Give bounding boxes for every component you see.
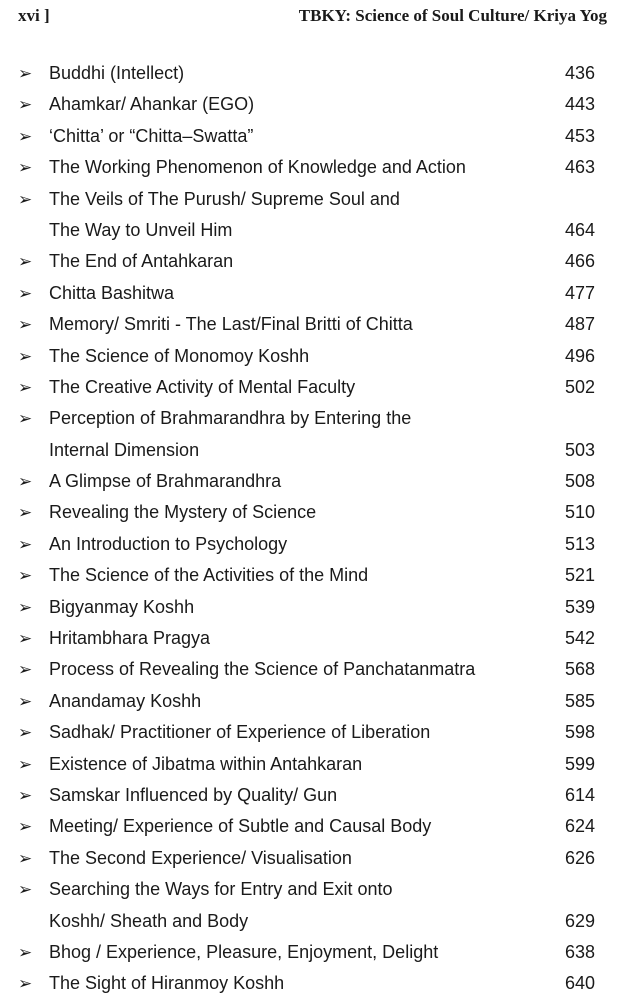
toc-entry-title: Existence of Jibatma within Antahkaran xyxy=(49,753,363,774)
toc-entry-title: An Introduction to Psychology xyxy=(49,533,288,554)
toc-entry-title: Chitta Bashitwa xyxy=(49,282,175,303)
toc-entry-title: Buddhi (Intellect) xyxy=(49,63,185,83)
toc-entry-title: The Second Experience/ Visualisation xyxy=(49,847,352,868)
bullet-arrow-icon: ➢ xyxy=(18,346,33,366)
toc-entry-line xyxy=(0,654,633,685)
toc-entry-line xyxy=(0,121,633,152)
bullet-arrow-icon: ➢ xyxy=(18,534,33,554)
toc-entry-page: 599 xyxy=(564,753,595,774)
bullet-arrow-icon: ➢ xyxy=(18,158,33,178)
toc-entry-title: The Sight of Hiranmoy Koshh xyxy=(49,973,285,994)
toc-entry xyxy=(0,58,633,89)
toc-entry xyxy=(0,811,633,842)
toc-entry xyxy=(0,497,633,528)
toc-entry-title: Hritambhara Pragya xyxy=(49,628,211,649)
toc-entry-line xyxy=(0,749,633,780)
toc-entry-title: The Science of the Activities of the Mind xyxy=(49,565,369,586)
toc-entry xyxy=(0,152,633,183)
bullet-arrow-icon: ➢ xyxy=(18,754,33,774)
toc-entry-line xyxy=(0,780,633,811)
toc-entry-line xyxy=(0,89,633,120)
toc-entry-page: 443 xyxy=(564,94,595,115)
toc-entry xyxy=(0,403,633,466)
toc-entry-line xyxy=(0,592,633,623)
bullet-arrow-icon: ➢ xyxy=(18,95,33,115)
toc-entry-line xyxy=(0,560,633,591)
toc-entry-line xyxy=(0,529,633,560)
toc-entry-title: Bigyanmay Koshh xyxy=(49,596,195,617)
toc-entry-line xyxy=(0,278,633,309)
toc-entry-page: 638 xyxy=(564,941,595,962)
toc-entry xyxy=(0,121,633,152)
toc-entry-page: 624 xyxy=(564,816,595,837)
toc-entry-line xyxy=(0,372,633,403)
toc-entry xyxy=(0,592,633,623)
toc-entry xyxy=(0,89,633,120)
toc-entry-line xyxy=(0,58,633,89)
toc-entry xyxy=(0,780,633,811)
toc-entry xyxy=(0,623,633,654)
toc-entry-page: 542 xyxy=(564,628,595,649)
bullet-arrow-icon: ➢ xyxy=(18,377,33,397)
toc-entry-page: 614 xyxy=(564,784,595,805)
toc-entry xyxy=(0,937,633,968)
toc-entry-page: 510 xyxy=(564,502,595,523)
toc-entry-title: The End of Antahkaran xyxy=(49,251,234,272)
toc-entry xyxy=(0,372,633,403)
toc-entry-page: 487 xyxy=(564,314,595,335)
toc-entry-page: 477 xyxy=(564,282,595,303)
toc-entry-page: 640 xyxy=(564,973,595,994)
toc-entry xyxy=(0,686,633,717)
bullet-arrow-icon: ➢ xyxy=(18,472,33,492)
toc-entry-line xyxy=(0,341,633,372)
toc-entry-line xyxy=(0,403,633,434)
toc-entry xyxy=(0,560,633,591)
toc-entry-line xyxy=(0,811,633,842)
table-of-contents xyxy=(0,58,633,1000)
toc-entry-title: Process of Revealing the Science of Panchatanmatra xyxy=(49,659,476,680)
toc-entry-page: 463 xyxy=(564,157,595,178)
bullet-arrow-icon: ➢ xyxy=(18,409,33,429)
toc-entry-page: 513 xyxy=(564,533,595,554)
toc-entry-page: 503 xyxy=(564,439,595,460)
page-number-label: xvi ] xyxy=(18,6,50,25)
toc-entry xyxy=(0,246,633,277)
bullet-arrow-icon: ➢ xyxy=(18,629,33,649)
toc-entry-title: The Way to Unveil Him xyxy=(49,219,233,240)
toc-entry-line xyxy=(0,937,633,968)
toc-entry xyxy=(0,874,633,937)
toc-entry-line xyxy=(0,215,633,246)
bullet-arrow-icon: ➢ xyxy=(18,64,33,83)
toc-entry xyxy=(0,309,633,340)
toc-entry xyxy=(0,529,633,560)
toc-entry-title: Revealing the Mystery of Science xyxy=(49,502,317,523)
toc-entry-line xyxy=(0,466,633,497)
toc-entry-page: 521 xyxy=(564,565,595,586)
toc-entry-line xyxy=(0,686,633,717)
page-header xyxy=(18,6,607,32)
bullet-arrow-icon: ➢ xyxy=(18,942,33,962)
toc-entry-title: Sadhak/ Practitioner of Experience of Liberation xyxy=(49,722,431,743)
bullet-arrow-icon: ➢ xyxy=(18,252,33,272)
toc-entry-title: Bhog / Experience, Pleasure, Enjoyment, Delight xyxy=(49,941,439,962)
toc-entry-title: The Veils of The Purush/ Supreme Soul and xyxy=(49,188,400,209)
toc-entry-line xyxy=(0,435,633,466)
toc-entry xyxy=(0,466,633,497)
toc-entry-line xyxy=(0,497,633,528)
bullet-arrow-icon: ➢ xyxy=(18,691,33,711)
toc-entry-title: Memory/ Smriti - The Last/Final Britti of Chitta xyxy=(49,314,413,335)
toc-entry-title: Meeting/ Experience of Subtle and Causal Body xyxy=(49,816,432,837)
toc-entry-title: Ahamkar/ Ahankar (EGO) xyxy=(49,94,255,115)
toc-entry-line xyxy=(0,968,633,999)
toc-entry xyxy=(0,654,633,685)
toc-entry xyxy=(0,749,633,780)
toc-entry xyxy=(0,968,633,999)
toc-entry xyxy=(0,278,633,309)
running-title: TBKY: Science of Soul Culture/ Kriya Yog xyxy=(298,6,607,25)
toc-entry xyxy=(0,341,633,372)
toc-entry-title: The Working Phenomenon of Knowledge and Action xyxy=(49,157,466,178)
toc-entry-page: 598 xyxy=(564,722,595,743)
toc-entry-line xyxy=(0,152,633,183)
toc-entry-line xyxy=(0,843,633,874)
toc-entry-title: Searching the Ways for Entry and Exit onto xyxy=(49,879,393,900)
bullet-arrow-icon: ➢ xyxy=(18,723,33,743)
bullet-arrow-icon: ➢ xyxy=(18,817,33,837)
bullet-arrow-icon: ➢ xyxy=(18,597,33,617)
bullet-arrow-icon: ➢ xyxy=(18,880,33,900)
toc-entry-page: 568 xyxy=(564,659,595,680)
toc-entry xyxy=(0,184,633,247)
toc-entry xyxy=(0,843,633,874)
bullet-arrow-icon: ➢ xyxy=(18,283,33,303)
bullet-arrow-icon: ➢ xyxy=(18,126,33,146)
toc-entry-page: 436 xyxy=(564,63,595,83)
toc-entry-page: 508 xyxy=(564,471,595,492)
toc-entry-page: 626 xyxy=(564,847,595,868)
toc-entry-page: 466 xyxy=(564,251,595,272)
bullet-arrow-icon: ➢ xyxy=(18,848,33,868)
toc-entry-line xyxy=(0,906,633,937)
toc-entry-title: The Science of Monomoy Koshh xyxy=(49,345,310,366)
toc-entry-line xyxy=(0,717,633,748)
toc-entry-title: Samskar Influenced by Quality/ Gun xyxy=(49,784,338,805)
toc-entry-title: A Glimpse of Brahmarandhra xyxy=(49,471,282,492)
bullet-arrow-icon: ➢ xyxy=(18,974,33,994)
toc-entry-page: 539 xyxy=(564,596,595,617)
toc-entry-page: 585 xyxy=(564,690,595,711)
toc-entry-title: The Creative Activity of Mental Faculty xyxy=(49,376,356,397)
toc-entry-page: 453 xyxy=(564,125,595,146)
bullet-arrow-icon: ➢ xyxy=(18,660,33,680)
bullet-arrow-icon: ➢ xyxy=(18,785,33,805)
bullet-arrow-icon: ➢ xyxy=(18,503,33,523)
bullet-arrow-icon: ➢ xyxy=(18,189,33,209)
toc-entry-page: 629 xyxy=(564,910,595,931)
toc-entry-title: ‘Chitta’ or “Chitta–Swatta” xyxy=(49,125,254,146)
toc-entry-line xyxy=(0,184,633,215)
toc-entry-title: Anandamay Koshh xyxy=(49,690,202,711)
bullet-arrow-icon: ➢ xyxy=(18,315,33,335)
toc-entry-page: 502 xyxy=(564,376,595,397)
toc-entry-page: 464 xyxy=(564,219,595,240)
toc-entry-title: Perception of Brahmarandhra by Entering the xyxy=(49,408,412,429)
bullet-arrow-icon: ➢ xyxy=(18,566,33,586)
toc-entry-line xyxy=(0,309,633,340)
toc-entry-page: 496 xyxy=(564,345,595,366)
toc-entry xyxy=(0,717,633,748)
toc-entry-line xyxy=(0,874,633,905)
toc-entry-line xyxy=(0,623,633,654)
toc-entry-line xyxy=(0,246,633,277)
toc-entry-title: Koshh/ Sheath and Body xyxy=(49,910,249,931)
toc-entry-title: Internal Dimension xyxy=(49,439,200,460)
